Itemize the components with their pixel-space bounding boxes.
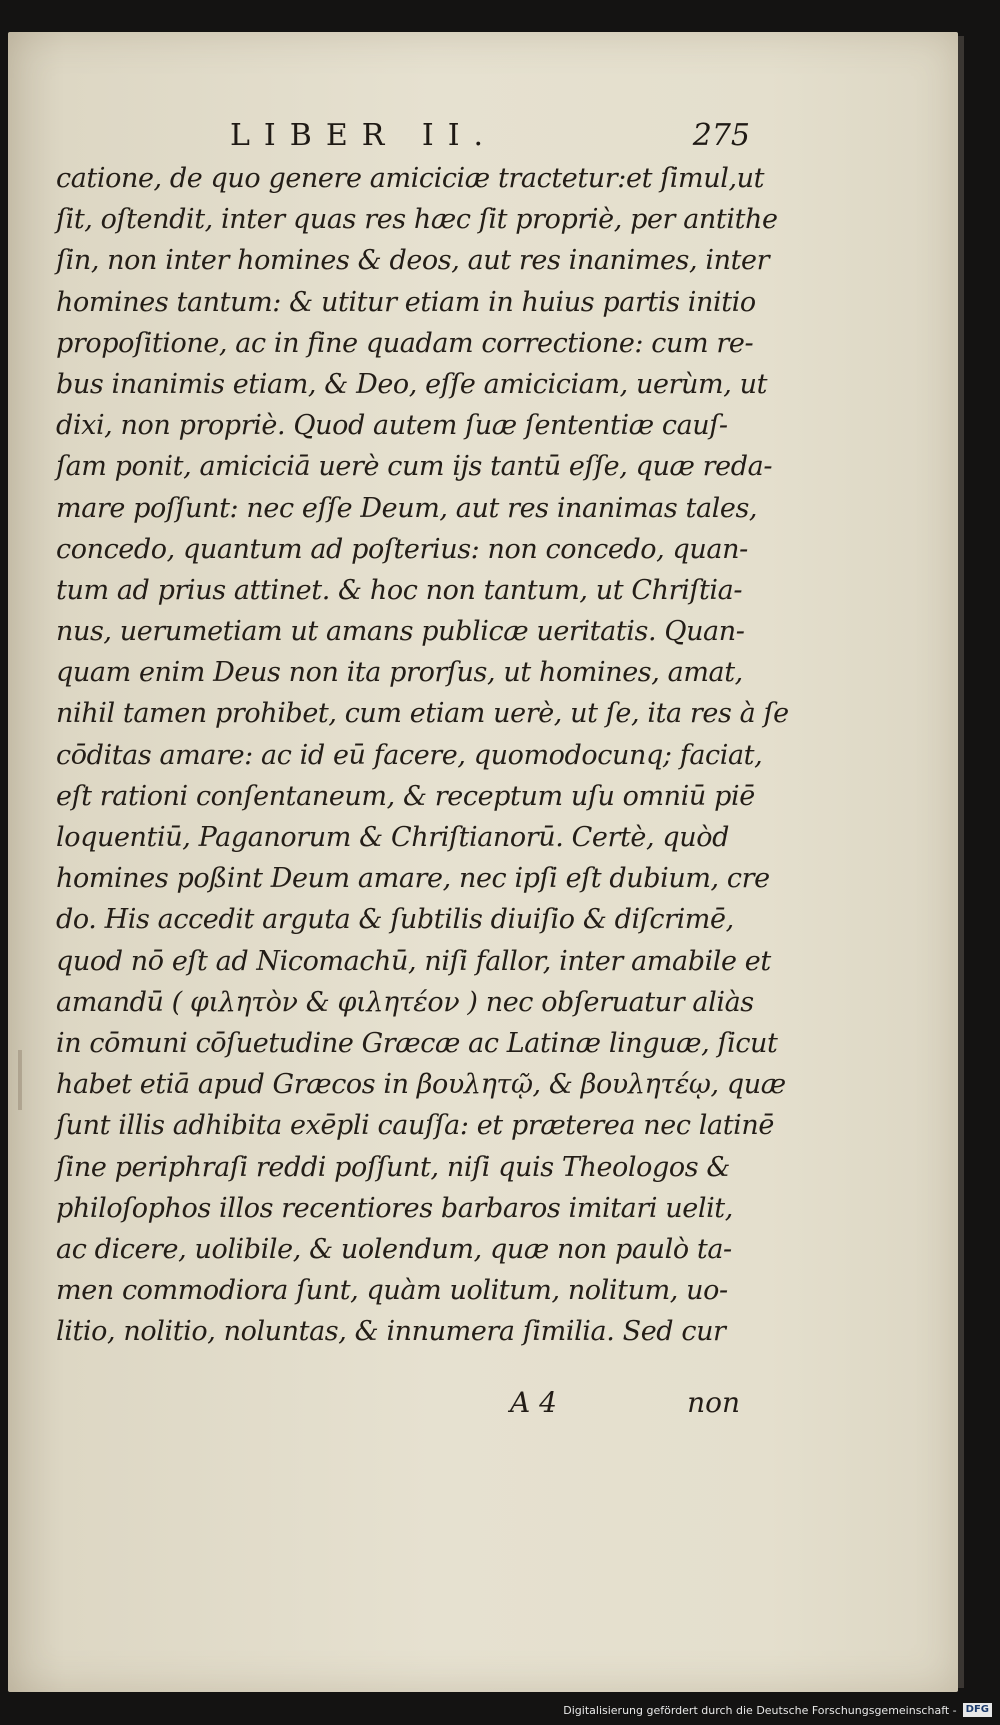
credit-text: Digitalisierung gefördert durch die Deutsche Forschungsgemeinschaft - bbox=[563, 1703, 957, 1717]
text-line: quod nō eſt ad Nicomachū, niſi fallor, inter amabile et bbox=[56, 945, 771, 977]
text-line: nihil tamen prohibet, cum etiam uerè, ut ſe, ita res à ſe bbox=[56, 698, 789, 730]
text-line: mare poſſunt: nec eſſe Deum, aut res inanimas tales, bbox=[56, 492, 758, 524]
text-line: loquentiū, Paganorum & Chriſtianorū. Certè, quòd bbox=[56, 822, 729, 853]
text-line: eſt rationi conſentaneum, & receptum uſu omniū piē bbox=[56, 780, 755, 812]
text-line: philoſophos illos recentiores barbaros imitari uelit, bbox=[56, 1192, 733, 1224]
text-line: dixi, non propriè. Quod autem ſuæ ſententiæ cauſ- bbox=[56, 410, 728, 442]
text-line: bus inanimis etiam, & Deo, eſſe amiciciam, uerùm, ut bbox=[56, 368, 768, 400]
text-line: quam enim Deus non ita prorſus, ut homines, amat, bbox=[56, 657, 743, 689]
text-line: ſin, non inter homines & deos, aut res inanimes, inter bbox=[56, 245, 770, 277]
running-head: LIBER II. bbox=[230, 118, 498, 153]
text-line: habet etiā apud Græcos in βουλητῷ, & βουλητέῳ, quæ bbox=[56, 1069, 786, 1101]
signature-mark: A 4 bbox=[510, 1386, 557, 1419]
digitization-credit bbox=[563, 1701, 992, 1719]
catchword: non bbox=[687, 1386, 740, 1419]
signature-line bbox=[510, 1386, 740, 1426]
text-line: ſam ponit, amiciciā uerè cum ijs tantū eſſe, quæ reda- bbox=[56, 451, 773, 483]
text-line: catione, de quo genere amiciciæ tractetur:et ſimul,ut bbox=[56, 163, 765, 194]
text-line: men commodiora ſunt, quàm uolitum, nolitum, uo- bbox=[56, 1275, 728, 1307]
text-line: do. His accedit arguta & ſubtilis diuiſio & diſcrimē, bbox=[56, 904, 734, 936]
text-line: in cōmuni cōſuetudine Græcæ ac Latinæ linguæ, ſicut bbox=[56, 1027, 778, 1059]
text-line: ſine periphraſi reddi poſſunt, niſi quis Theologos & bbox=[56, 1151, 730, 1183]
text-line: homines poßint Deum amare, nec ipſi eſt dubium, cre bbox=[56, 863, 770, 895]
text-line: ſit, oſtendit, inter quas res hæc ſit propriè, per antithe bbox=[56, 204, 778, 236]
text-line: nus, uerumetiam ut amans publicæ ueritatis. Quan- bbox=[56, 616, 745, 648]
text-line: amandū ( φιλητὸν & φιλητέον ) nec obſeruatur aliàs bbox=[56, 986, 754, 1018]
text-line: homines tantum: & utitur etiam in huius partis initio bbox=[56, 286, 756, 318]
dfg-logo: DFG bbox=[963, 1703, 992, 1717]
text-line: propoſitione, ac in fine quadam correctione: cum re- bbox=[56, 327, 754, 359]
page-number: 275 bbox=[692, 118, 750, 153]
text-line: cōditas amare: ac id eū facere, quomodocunq; faciat, bbox=[56, 739, 763, 771]
text-line: litio, nolitio, noluntas, & innumera ſimilia. Sed cur bbox=[56, 1316, 726, 1348]
page-stain bbox=[18, 1050, 22, 1110]
text-line: ſunt illis adhibita exēpli cauſſa: et præterea nec latinē bbox=[56, 1110, 774, 1142]
text-line: concedo, quantum ad poſterius: non concedo, quan- bbox=[56, 533, 748, 565]
text-line: ac dicere, uolibile, & uolendum, quæ non paulò ta- bbox=[56, 1233, 732, 1265]
body-text bbox=[56, 158, 789, 1352]
page-header bbox=[230, 118, 750, 158]
page-edge bbox=[958, 36, 964, 1688]
text-line: tum ad prius attinet. & hoc non tantum, ut Chriſtia- bbox=[56, 574, 743, 606]
